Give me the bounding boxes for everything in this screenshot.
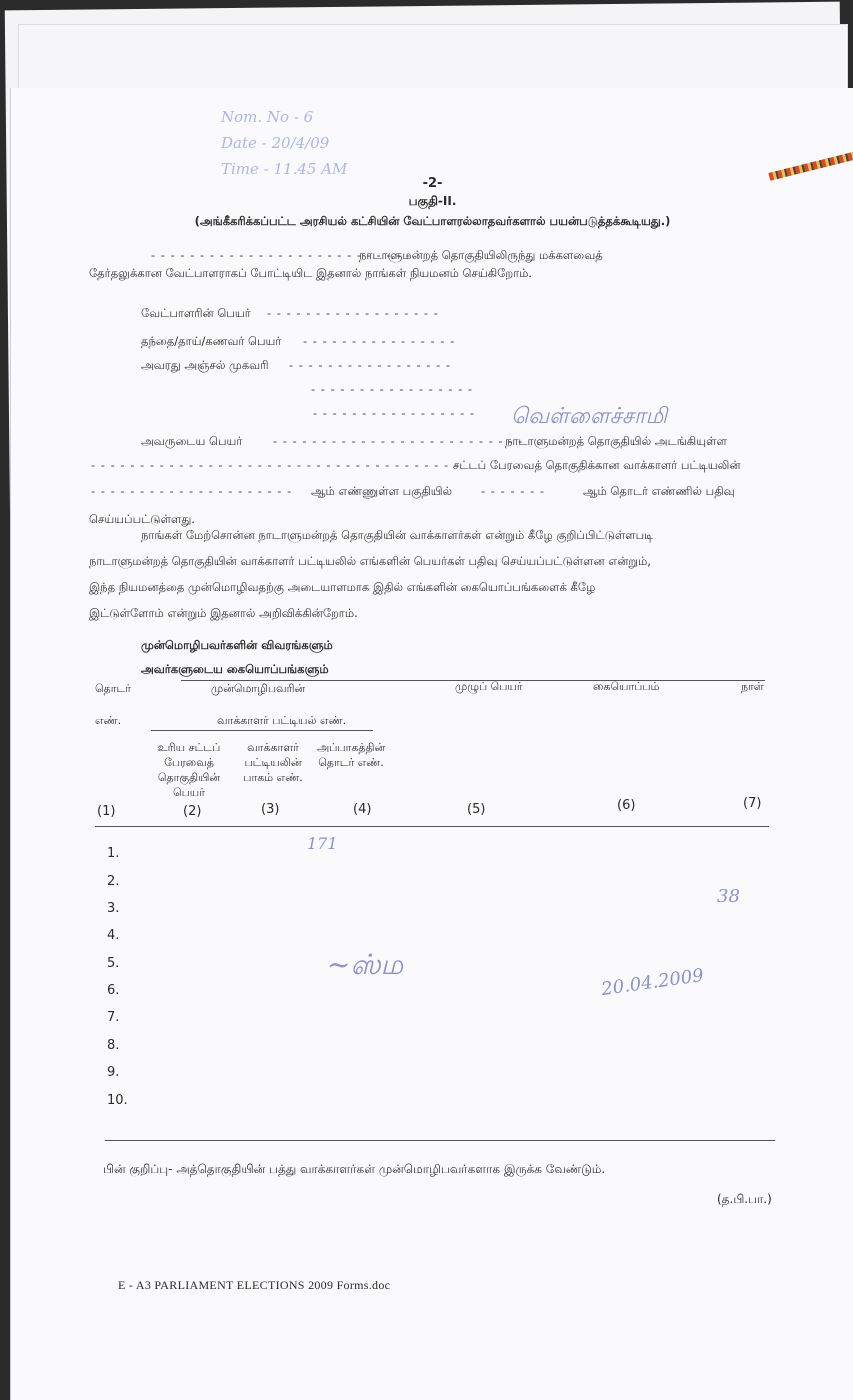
col-num-2: (2) [183, 804, 202, 819]
table-bottom-rule [105, 1140, 775, 1141]
proposers-title-2: அவர்களுடைய கையொப்பங்களும் [141, 662, 329, 676]
row-number: 1. [107, 846, 120, 861]
row-number: 2. [107, 874, 120, 889]
footer-filename: E - A3 PARLIAMENT ELECTIONS 2009 Forms.doc [118, 1278, 391, 1292]
stamp-date: Date - 20/4/09 [221, 134, 330, 152]
subtitle: (அங்கீகரிக்கப்பட்ட அரசியல் கட்சியின் வேட்பாளரல்லாதவர்களால் பயன்படுத்தக்கூடியது.) [194, 214, 671, 228]
line1-text: நாடாளுமன்றத் தொகுதியிலிருந்து மக்களவைத் [359, 248, 603, 262]
dash-line: - - - - - - - - - - - - - - - - - - - - - - - - - - [273, 434, 524, 448]
handwritten-roll-serial: 38 [717, 886, 740, 907]
col-num-3: (3) [261, 802, 280, 817]
row-number: 3. [107, 901, 120, 916]
row-number: 6. [107, 983, 120, 998]
declaration-line-3: இந்த நியமனத்தை முன்மொழிவதற்கு அடையாளமாக இதில் எங்களின் கையொப்பங்களைக் கீழே [89, 580, 596, 594]
father-name-label: தந்தை/தாய்/கணவர் பெயர் [141, 334, 282, 348]
col-num-6: (6) [617, 798, 636, 813]
declaration-line-4: இட்டுள்ளோம் என்றும் இதனால் அறிவிக்கின்றோம். [89, 606, 358, 620]
pto-mark: (த.பி.பா.) [717, 1192, 772, 1206]
signature-scribble: ~ஸ்ம [327, 948, 404, 981]
candidate-name-label: வேட்பாளரின் பெயர் [141, 306, 251, 320]
col-num-1: (1) [97, 804, 116, 819]
row-number: 7. [107, 1010, 120, 1025]
header-date: நாள் [741, 680, 764, 693]
document-page [10, 88, 853, 1400]
header-serial-2: எண். [95, 714, 122, 727]
header-sl-no: அப்பாகத்தின் தொடர் எண். [317, 741, 386, 769]
row-number: 4. [107, 928, 120, 943]
header-roll-no: வாக்காளர் பட்டியல் எண். [217, 714, 347, 727]
dash-line: - - - - - - - - - - - - - - - - [303, 334, 456, 348]
dash-line: - - - - - - - - - - - - - - - - - [289, 358, 452, 372]
address-label: அவரது அஞ்சல் முகவரி [141, 358, 269, 372]
header-proposer: முன்மொழிபவரின் [211, 682, 306, 695]
header-fullname: முழுப் பெயர் [455, 680, 523, 693]
dash-line: - - - - - - - - - - - - - - - - - - - - - - - - - - - - - - - - - - - - - - [91, 458, 459, 472]
handwritten-date: 20.04.2009 [600, 964, 706, 1001]
dash-line: - - - - - - - - - - - - - - - - - [311, 382, 474, 396]
col-num-7: (7) [743, 796, 762, 811]
dash-line: - - - - - - - [481, 484, 545, 498]
part-line-suffix: ஆம் தொடர் எண்ணில் பதிவு [583, 484, 735, 498]
registered-text: செய்யப்பட்டுள்ளது. [89, 512, 195, 526]
header-serial: தொடர் [95, 682, 131, 695]
stamp-time: Time - 11.45 AM [221, 160, 348, 178]
part-line-mid: ஆம் எண்ணுள்ள பகுதியில் [311, 484, 453, 498]
row-number: 8. [107, 1038, 120, 1053]
dash-line: - - - - - - - - - - - - - - - - - [313, 406, 476, 420]
header-rule [151, 730, 373, 731]
stamp-nom-no: Nom. No - 6 [221, 108, 314, 126]
page-number: -2- [422, 176, 443, 191]
header-signature: கையொப்பம் [593, 680, 660, 693]
dash-line: - - - - - - - - - - - - - - - - - - [267, 306, 439, 320]
header-part-no: வாக்காளர் பட்டியலின் பாகம் எண். [243, 741, 303, 784]
row-number: 5. [107, 956, 120, 971]
part-title: பகுதி-II. [408, 194, 457, 208]
footnote: பின் குறிப்பு- அத்தொகுதியின் பத்து வாக்காளர்கள் முன்மொழிபவர்களாக இருக்க வேண்டும். [103, 1162, 606, 1176]
col-num-5: (5) [467, 802, 486, 817]
row-number: 9. [107, 1065, 120, 1080]
his-name-label: அவருடைய பெயர் [141, 434, 243, 448]
col-num-4: (4) [353, 802, 372, 817]
header-constituency: உரிய சட்டப் பேரவைத் தொகுதியின் பெயர் [157, 741, 221, 799]
row-number: 10. [107, 1093, 128, 1108]
handwritten-name: வெள்ளைச்சாமி [511, 404, 668, 429]
declaration-line-1: நாங்கள் மேற்சொன்ன நாடாளுமன்றத் தொகுதியின் வாக்காளர்கள் என்றும் கீழே குறிப்பிட்டுள்ளபடி [141, 528, 654, 542]
roll-line-suffix: சட்டப் பேரவைத் தொகுதிக்கான வாக்காளர் பட்டியலின் [453, 458, 741, 472]
declaration-line-2: நாடாளுமன்றத் தொகுதியின் வாக்காளர் பட்டியலில் எங்களின் பெயர்கள் பதிவு செய்யப்பட்டுள்ளன என்றும், [89, 554, 651, 568]
line2-text: தேர்தலுக்கான வேட்பாளராகப் போட்டியிட இதனால் நாங்கள் நியமனம் செய்கிறோம். [89, 266, 533, 280]
table-header-rule [95, 826, 769, 827]
dash-line: - - - - - - - - - - - - - - - - - - - - - - - - - - - [151, 248, 412, 262]
dash-line: - - - - - - - - - - - - - - - - - - - - - [91, 484, 293, 498]
handwritten-roll-part: 171 [307, 834, 338, 853]
proposers-title-1: முன்மொழிபவர்களின் விவரங்களும் [141, 638, 333, 652]
his-name-suffix: நாடாளுமன்றத் தொகுதியில் அடங்கியுள்ள [505, 434, 727, 448]
